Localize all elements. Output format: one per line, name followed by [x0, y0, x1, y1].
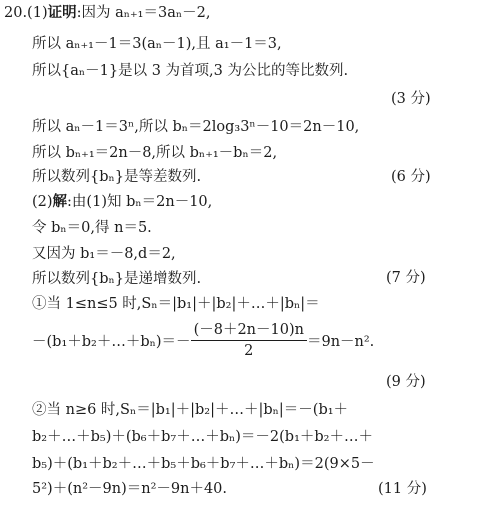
line-13-text: ②当 n≥6 时,Sₙ＝|b₁|＋|b₂|＋…＋|bₙ|＝－(b₁＋ [32, 402, 349, 418]
line-9-text: 又因为 b₁＝－8,d＝2, [32, 246, 176, 262]
line-2-text: 所以 aₙ₊₁－1＝3(aₙ－1),且 a₁－1＝3, [32, 36, 282, 52]
line-1-text: :因为 aₙ₊₁＝3aₙ－2, [76, 5, 211, 21]
score-9: (9 分) [386, 374, 426, 390]
formula-after: ＝9n－n². [306, 334, 375, 350]
line-14-text: b₂＋…＋b₅)＋(b₆＋b₇＋…＋bₙ)＝－2(b₁＋b₂＋…＋ [32, 429, 373, 445]
score-3: (3 分) [391, 91, 431, 107]
line-7-text: :由(1)知 bₙ＝2n－10, [67, 194, 213, 210]
line-3 [32, 61, 348, 83]
line-6-text: 所以数列{bₙ}是等差数列. [32, 169, 202, 185]
fraction [191, 321, 307, 360]
problem-number: 20.(1) [4, 5, 48, 21]
line-5 [32, 143, 277, 165]
line-10-text: 所以数列{bₙ}是递增数列. [32, 271, 202, 287]
line-5-text: 所以 bₙ₊₁＝2n－8,所以 bₙ₊₁－bₙ＝2, [32, 145, 278, 161]
formula-before: －(b₁＋b₂＋…＋bₙ)＝－ [32, 334, 191, 350]
line-15 [32, 454, 375, 476]
part-number: (2) [32, 194, 53, 210]
line-8-text: 令 bₙ＝0,得 n＝5. [32, 220, 152, 236]
line-1 [4, 3, 210, 25]
solve-label: 解 [52, 193, 68, 210]
line-11 [32, 294, 320, 316]
score-11: (11 分) [378, 481, 427, 497]
line-4 [32, 117, 359, 139]
line-14 [32, 427, 373, 449]
formula-line [32, 320, 374, 364]
line-11-text: ①当 1≤n≤5 时,Sₙ＝|b₁|＋|b₂|＋…＋|bₙ|＝ [32, 296, 320, 312]
line-16-text: 5²)＋(n²－9n)＝n²－9n＋40. [32, 481, 227, 497]
line-4-text: 所以 aₙ－1＝3ⁿ,所以 bₙ＝2log₃3ⁿ－10＝2n－10, [32, 119, 360, 135]
fraction-denominator: 2 [244, 342, 254, 359]
proof-label: 证明 [47, 4, 77, 21]
line-7 [32, 192, 212, 214]
line-10 [32, 269, 201, 291]
score-6: (6 分) [391, 169, 431, 185]
score-7: (7 分) [386, 270, 426, 286]
line-13 [32, 400, 348, 422]
line-8 [32, 218, 152, 240]
line-15-text: b₅)＋(b₁＋b₂＋…＋b₅＋b₆＋b₇＋…＋bₙ)＝2(9×5－ [32, 456, 375, 472]
line-3-text: 所以{aₙ－1}是以 3 为首项,3 为公比的等比数列. [32, 63, 349, 79]
fraction-numerator: (－8＋2n－10)n [191, 321, 307, 341]
line-9 [32, 244, 176, 266]
line-6 [32, 167, 201, 189]
line-16 [32, 479, 227, 501]
line-2 [32, 34, 282, 56]
